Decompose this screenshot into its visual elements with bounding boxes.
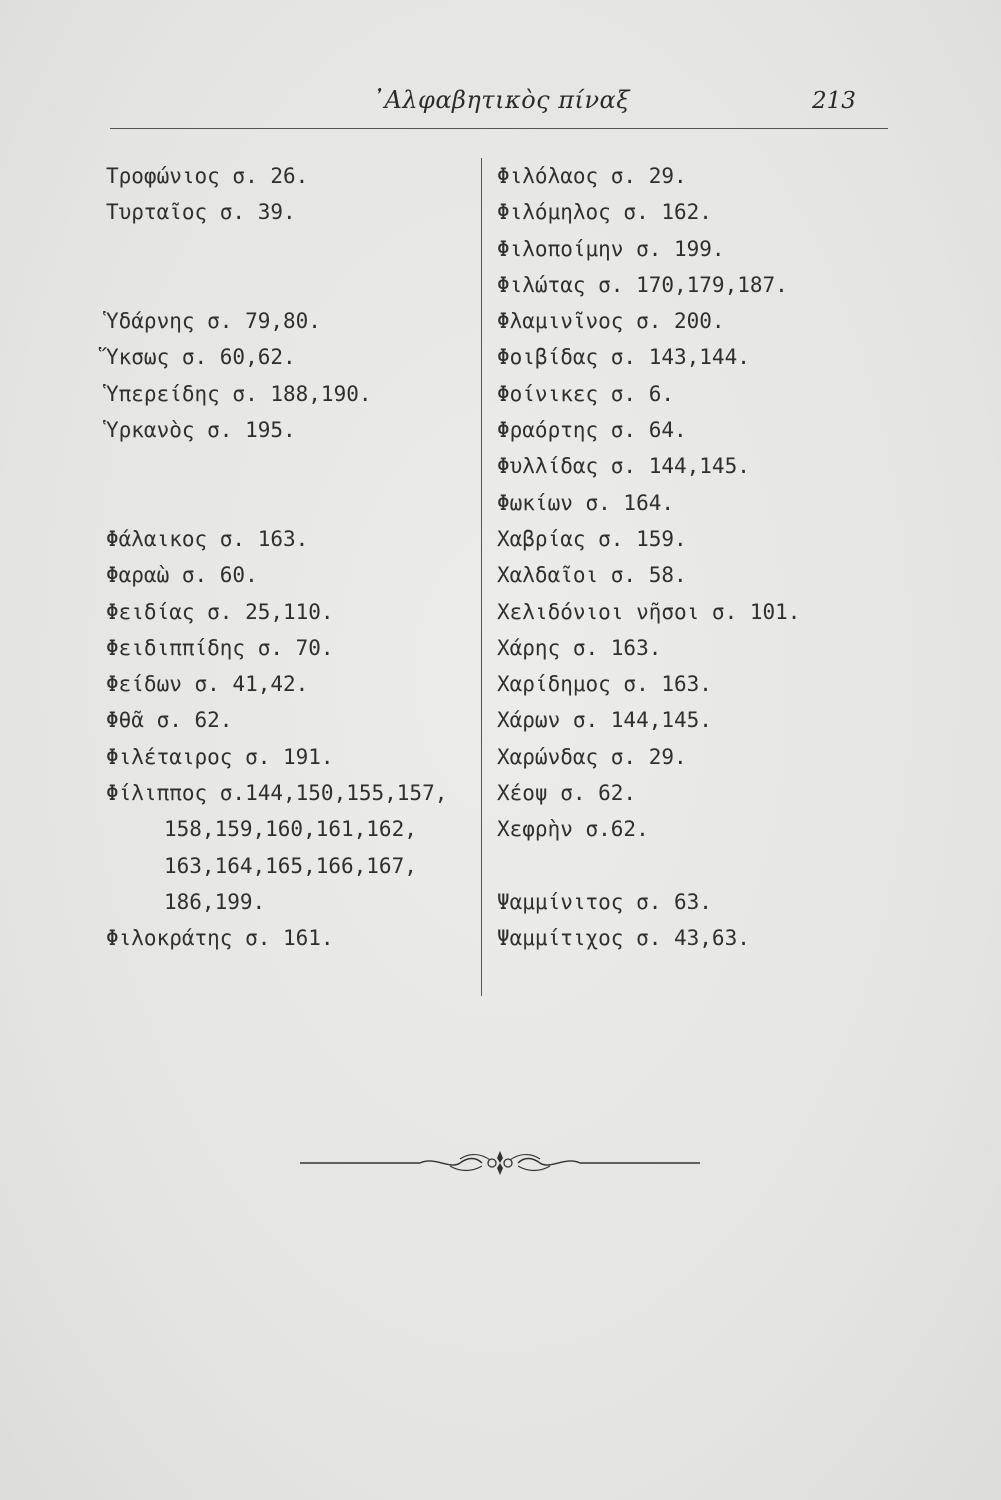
index-entry: Χάρης σ. 163. <box>497 635 662 660</box>
index-continuation-line: 163,164,165,166,167, <box>164 853 417 878</box>
index-entry: Χέοψ σ. 62. <box>497 781 637 806</box>
index-column-left <box>106 158 478 957</box>
index-continuation-line: 186,199. <box>164 889 266 914</box>
index-entry: Φιλόλαος σ. 29. <box>497 164 687 188</box>
index-entry: Φθᾶ σ. 62. <box>106 708 233 733</box>
index-entry: Φειδίας σ. 25,110. <box>106 599 334 624</box>
index-entry: Φάλαικος σ. 163. <box>106 526 309 551</box>
running-header-title: ᾿Αλφαβητικὸς πίναξ <box>372 86 630 114</box>
index-continuation-line: 158,159,160,161,162, <box>164 817 417 842</box>
index-entry: Φίλιππος σ.144,150,155,157, <box>106 781 448 806</box>
index-entry: Φυλλίδας σ. 144,145. <box>497 454 750 479</box>
index-entry: Ὑπερείδης σ. 188,190. <box>106 381 372 406</box>
index-entry: Φοιβίδας σ. 143,144. <box>497 345 750 370</box>
blank-line <box>106 448 478 484</box>
header-rule <box>110 128 888 129</box>
page-number: 213 <box>812 88 856 114</box>
index-entry: Φλαμινῖνος σ. 200. <box>497 309 725 334</box>
blank-line <box>497 848 857 884</box>
index-column-right <box>497 158 857 957</box>
blank-line <box>106 231 478 267</box>
column-divider <box>481 158 482 996</box>
index-entry: Τροφώνιος σ. 26. <box>106 164 309 188</box>
index-entry: Χελιδόνιοι νῆσοι σ. 101. <box>497 599 801 624</box>
index-entry: Χαρίδημος σ. 163. <box>497 672 712 697</box>
index-entry: Χαλδαῖοι σ. 58. <box>497 563 687 588</box>
index-entry: Φιλοκράτης σ. 161. <box>106 926 334 951</box>
index-entry: Φοίνικες σ. 6. <box>497 381 675 406</box>
blank-line <box>106 267 478 303</box>
index-entry: Ὕκσως σ. 60,62. <box>106 345 296 370</box>
index-entry: Χάρων σ. 144,145. <box>497 708 712 733</box>
index-entry: Φιλοποίμην σ. 199. <box>497 236 725 261</box>
index-entry: Ψαμμίτιχος σ. 43,63. <box>497 926 750 951</box>
index-entry: Φραόρτης σ. 64. <box>497 418 687 443</box>
index-entry: Τυρταῖος σ. 39. <box>106 200 296 225</box>
index-entry: Χαβρίας σ. 159. <box>497 526 687 551</box>
index-entry: Φείδων σ. 41,42. <box>106 672 309 697</box>
index-entry: Φειδιππίδης σ. 70. <box>106 635 334 660</box>
index-entry: Χεφρὴν σ.62. <box>497 817 649 842</box>
index-entry: Φωκίων σ. 164. <box>497 490 675 515</box>
index-entry: Φιλέταιρος σ. 191. <box>106 744 334 769</box>
blank-line <box>106 485 478 521</box>
flourish-ornament-icon <box>300 1148 700 1178</box>
index-entry: Ὑρκανὸς σ. 195. <box>106 418 296 443</box>
index-entry: Ὑδάρνης σ. 79,80. <box>106 309 321 334</box>
index-entry: Φαραὼ σ. 60. <box>106 563 258 588</box>
index-entry: Ψαμμίνιτος σ. 63. <box>497 889 712 914</box>
index-entry: Φιλόμηλος σ. 162. <box>497 200 712 225</box>
index-entry: Φιλώτας σ. 170,179,187. <box>497 272 788 297</box>
index-entry: Χαρώνδας σ. 29. <box>497 744 687 769</box>
